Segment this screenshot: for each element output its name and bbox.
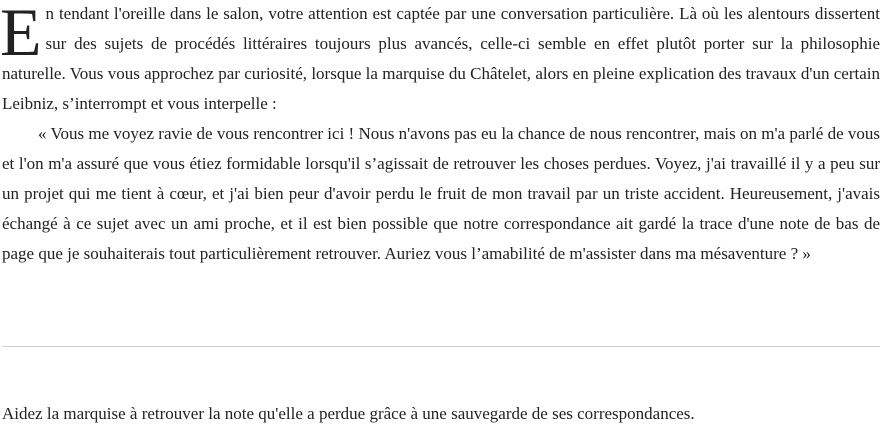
story-paragraph-1: [2, 0, 880, 119]
story-section: [2, 0, 880, 269]
challenge-instruction: Aidez la marquise à retrouver la note qu'elle a perdue grâce à une sauvegarde de ses correspondances.: [2, 404, 695, 423]
drop-cap: E: [0, 0, 42, 70]
story-paragraph-2: « Vous me voyez ravie de vous rencontrer ici ! Nous n'avons pas eu la chance de nous rencontrer, mais on m'a parlé de vous et l'on m'a assuré que vous étiez formidable lorsqu'il s’agissait de retrouver les choses perdues. Voyez, j'ai travaillé il y a peu sur un projet qui me tient à cœur, et j'ai bien peur d'avoir perdu le fruit de mon travail par un triste accident. Heureusement, j'avais échangé à ce sujet avec un ami proche, et il est bien possible que notre correspondance ait gardé la trace d'une note de bas de page que je souhaiterais tout particulièrement retrouver. Auriez vous l’amabilité de m'assister dans ma mésaventure ? »: [2, 124, 880, 263]
section-divider: [2, 346, 880, 347]
story-paragraph-1-text: n tendant l'oreille dans le salon, votre attention est captée par une conversation particulière. Là où les alentours dissertent sur des sujets de procédés littéraires toujours plus avancés, celle-ci semble en effet plutôt porter sur la philosophie naturelle. Vous vous approchez par curiosité, lorsque la marquise du Châtelet, alors en pleine explication des travaux d'un certain Leibniz, s’interrompt et vous interpelle :: [2, 4, 880, 113]
